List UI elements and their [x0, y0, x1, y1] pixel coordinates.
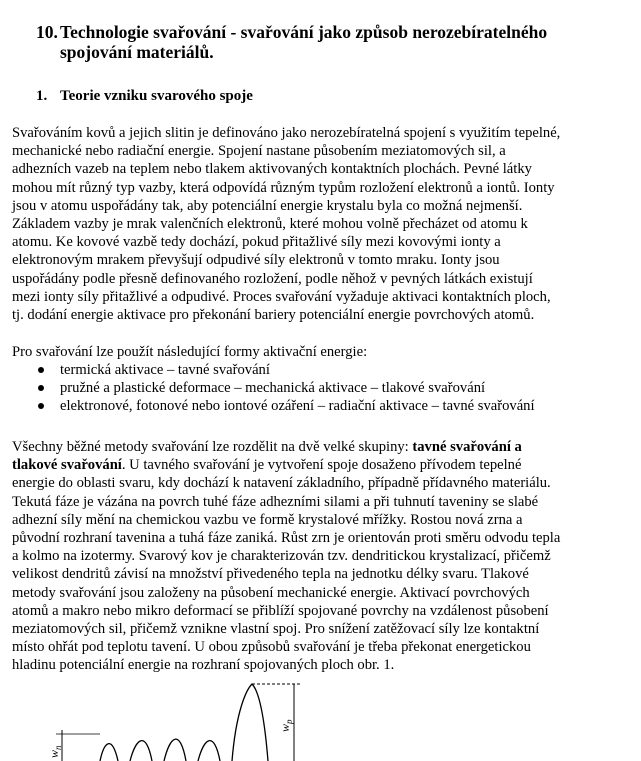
paragraph-line: Pro svařování lze použít následující formy aktivační energie: [12, 344, 368, 360]
paragraph-line: energie do oblasti svaru, kdy dochází k natavení základního, případně přídavného materiálu. [12, 475, 551, 492]
paragraph-line: a kolmo na izotermy. Svarový kov je charakterizován tzv. dendritickou krystalizací, přičemž [12, 548, 551, 565]
paragraph-theory [12, 124, 632, 324]
list-item [12, 397, 632, 415]
paragraph-line: tj. dodání energie aktivace pro překonání bariery potenciální energie povrchových atomů. [12, 307, 535, 324]
wn-label-main: w [47, 749, 61, 758]
paragraph-text: . U tavného svařování je vytvoření spoje dosaženo přívodem tepelné [121, 457, 522, 474]
paragraph-line: místo ohřát pod teplotu tavení. U obou způsobů svařování je třeba překonat energetickou [12, 639, 531, 656]
paragraph-line: původní rozhraní tavenina a tuhá fáze zaniká. Růst zrn je orientován proti směru odvodu tepla [12, 530, 561, 547]
potential-curve [100, 744, 118, 761]
paragraph-line: jsou v atomu uspořádány tak, aby potenciální energie krystalu byla co možná nejmenší. [12, 197, 523, 214]
paragraph-line: atomu. Ke kovové vazbě tedy dochází, pokud přitažlivé síly mezi kovovými ionty a [12, 234, 501, 251]
potential-curve [164, 739, 186, 761]
bullet-icon [38, 403, 44, 409]
chapter-title-line2: spojování materiálů. [60, 42, 214, 62]
paragraph-line: meziatomových sil, přičemž vznikne vlastní spoj. Pro snížení zatěžovací síly lze kontaktní [12, 621, 540, 638]
paragraph-line: Svařováním kovů a jejich slitin je definováno jako nerozebíratelná spojení s využitím tepelné, [12, 125, 561, 141]
paragraph-line: velikost dendritů závisí na množství přivedeného tepla na jednotku délky svaru. Tlakové [12, 566, 529, 583]
bullet-icon [38, 385, 44, 391]
wp-label-main: w [278, 723, 292, 732]
potential-energy-figure [0, 672, 641, 761]
potential-curve [198, 741, 220, 761]
paragraph-line [12, 456, 632, 474]
wp-label [278, 719, 294, 732]
paragraph-line: hladinu potenciální energie na rozhraní spojovaných ploch obr. 1. [12, 657, 395, 674]
section-title-text: Teorie vzniku svarového spoje [60, 88, 253, 104]
wn-label-sub: n [53, 745, 63, 750]
emphasis-fusion-welding: tavné svařování a [412, 439, 522, 455]
list-item-text: pružné a plastické deformace – mechanická aktivace – tlakové svařování [60, 380, 486, 397]
chapter-number: 10. [36, 22, 58, 42]
paragraph-line: elektronovým mrakem převyšují odpudivé síly elektronů v tomto mraku. Ionty jsou [12, 252, 500, 269]
bullet-icon [38, 367, 44, 373]
paragraph-line: Základem vazby je mrak valenčních elektronů, které mohou volně přecházet od atomu k [12, 216, 528, 233]
potential-curve [130, 741, 152, 761]
section-number: 1. [36, 88, 48, 104]
emphasis-pressure-welding: tlakové svařování [12, 457, 122, 474]
energy-barrier-curve [232, 684, 268, 761]
paragraph-line: mohou mít různý typ vazby, která odpovídá různým typům rozložení elektronů a iontů. Ionty [12, 179, 555, 196]
paragraph-line: atomů a makro nebo mikro deformací se přiblíží spojované povrchy na vzdálenost působení [12, 602, 549, 619]
paragraph-line: adhezní síly mění na chemickou vazbu ve formě krystalové mřížky. Rostou nová zrna a [12, 511, 523, 528]
list-item-text: elektronové, fotonové nebo iontové ozáření – radiační aktivace – tavné svařování [60, 398, 535, 415]
paragraph-line: uspořádány podle přesně definovaného rozložení, podle něhož v pevných látkách existují [12, 270, 533, 287]
paragraph-line: mezi ionty síly přitažlivé a odpudivé. Proces svařování vyžaduje aktivaci kontaktních ploch, [12, 288, 551, 305]
section-title [36, 87, 253, 105]
chapter-title [36, 22, 616, 62]
wp-label-sub: p [284, 719, 294, 724]
list-item-text: termická aktivace – tavné svařování [60, 362, 270, 378]
paragraph-line: Tekutá fáze je vázána na povrch tuhé fáze adhezními silami a při tuhnutí taveniny se slabé [12, 493, 539, 510]
wn-label [47, 745, 63, 758]
paragraph-text: Všechny běžné metody svařování lze rozdělit na dvě velké skupiny: [12, 439, 413, 455]
paragraph-line: adhezních vazeb na teplem nebo tlakem aktivovaných kontaktních plochách. Pevné látky [12, 161, 532, 178]
paragraph-activation-intro [12, 343, 632, 361]
paragraph-line: mechanické nebo radiační energie. Spojení nastane působením meziatomových sil, a [12, 143, 506, 160]
chapter-title-line1: Technologie svařování - svařování jako způsob nerozebíratelného [60, 22, 548, 42]
paragraph-line: metody svařování jsou založeny na působení mechanické energie. Aktivací povrchových [12, 584, 530, 601]
list-item [12, 379, 632, 397]
paragraph-line [12, 438, 632, 456]
list-item [12, 361, 632, 379]
paragraph-welding-methods [12, 438, 632, 675]
activation-forms-list [12, 361, 632, 416]
